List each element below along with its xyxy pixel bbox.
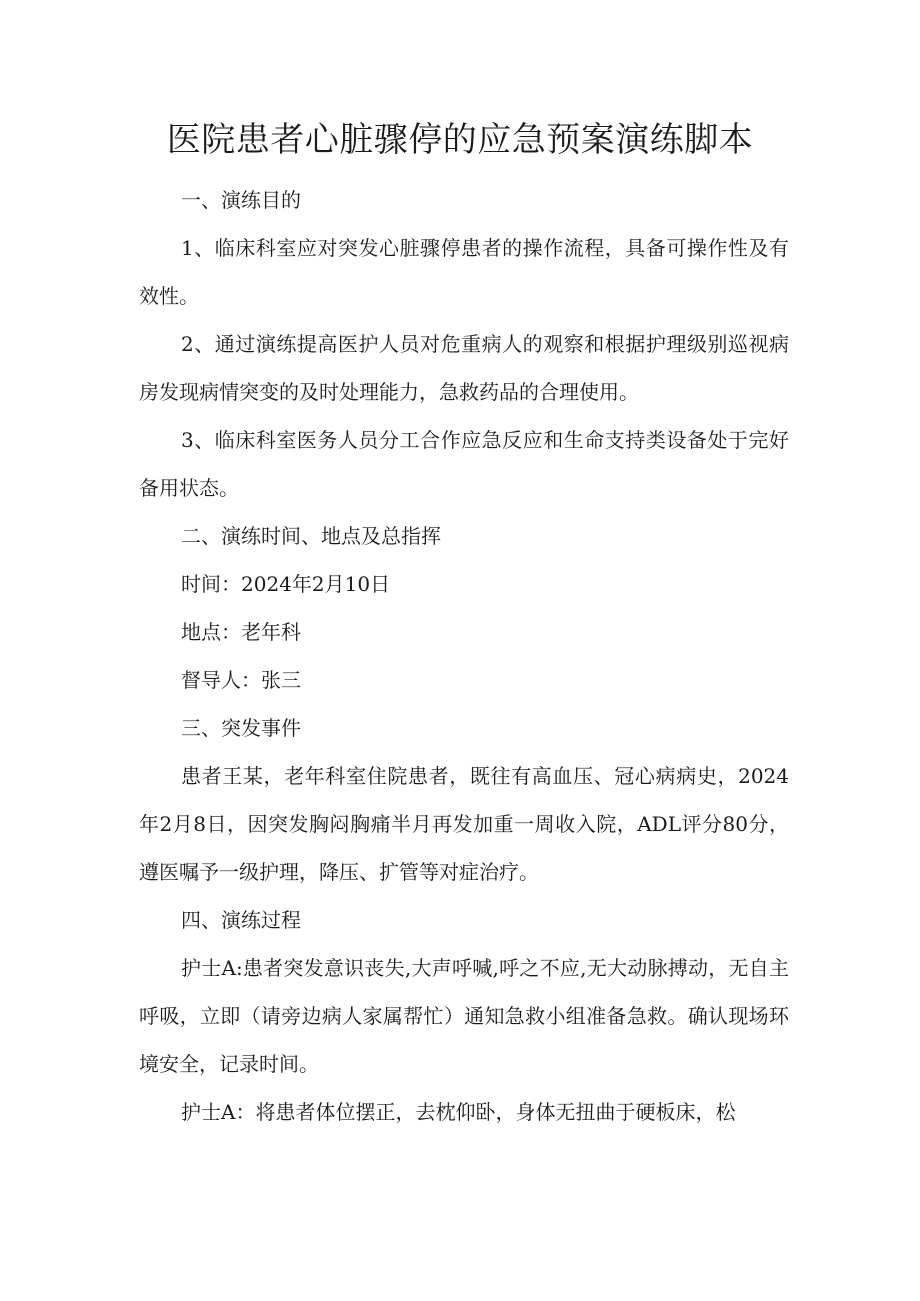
purpose-item-2: 2、通过演练提高医护人员对危重病人的观察和根据护理级别巡视病房发现病情突变的及时处理能力，急救药品的合理使用。 — [139, 332, 789, 404]
incident-description: 患者王某，老年科室住院患者，既往有高血压、冠心病病史，2024年2月8日，因突发胸闷胸痛半月再发加重一周收入院，ADL评分80分，遵医嘱予一级护理，降压、扩管等对症治疗。 — [139, 764, 789, 884]
purpose-item-1: 1、临床科室应对突发心脏骤停患者的操作流程，具备可操作性及有效性。 — [139, 236, 789, 308]
document-title: 医院患者心脏骤停的应急预案演练脚本 — [166, 120, 754, 160]
section-heading-process: 四、演练过程 — [181, 908, 301, 932]
process-step-2: 护士A：将患者体位摆正，去枕仰卧，身体无扭曲于硬板床，松 — [181, 1100, 736, 1124]
purpose-item-3: 3、临床科室医务人员分工合作应急反应和生命支持类设备处于完好备用状态。 — [139, 428, 789, 500]
drill-location: 地点：老年科 — [181, 620, 301, 644]
section-heading-incident: 三、突发事件 — [181, 716, 301, 740]
section-heading-purpose: 一、演练目的 — [181, 188, 301, 212]
document-body — [139, 176, 789, 1136]
section-heading-time-place: 二、演练时间、地点及总指挥 — [181, 524, 441, 548]
drill-supervisor: 督导人：张三 — [181, 668, 301, 692]
process-step-1: 护士A:患者突发意识丧失,大声呼喊,呼之不应,无大动脉搏动，无自主呼吸，立即（请旁边病人家属帮忙）通知急救小组准备急救。确认现场环境安全，记录时间。 — [139, 956, 789, 1076]
drill-time: 时间：2024年2月10日 — [181, 572, 391, 596]
